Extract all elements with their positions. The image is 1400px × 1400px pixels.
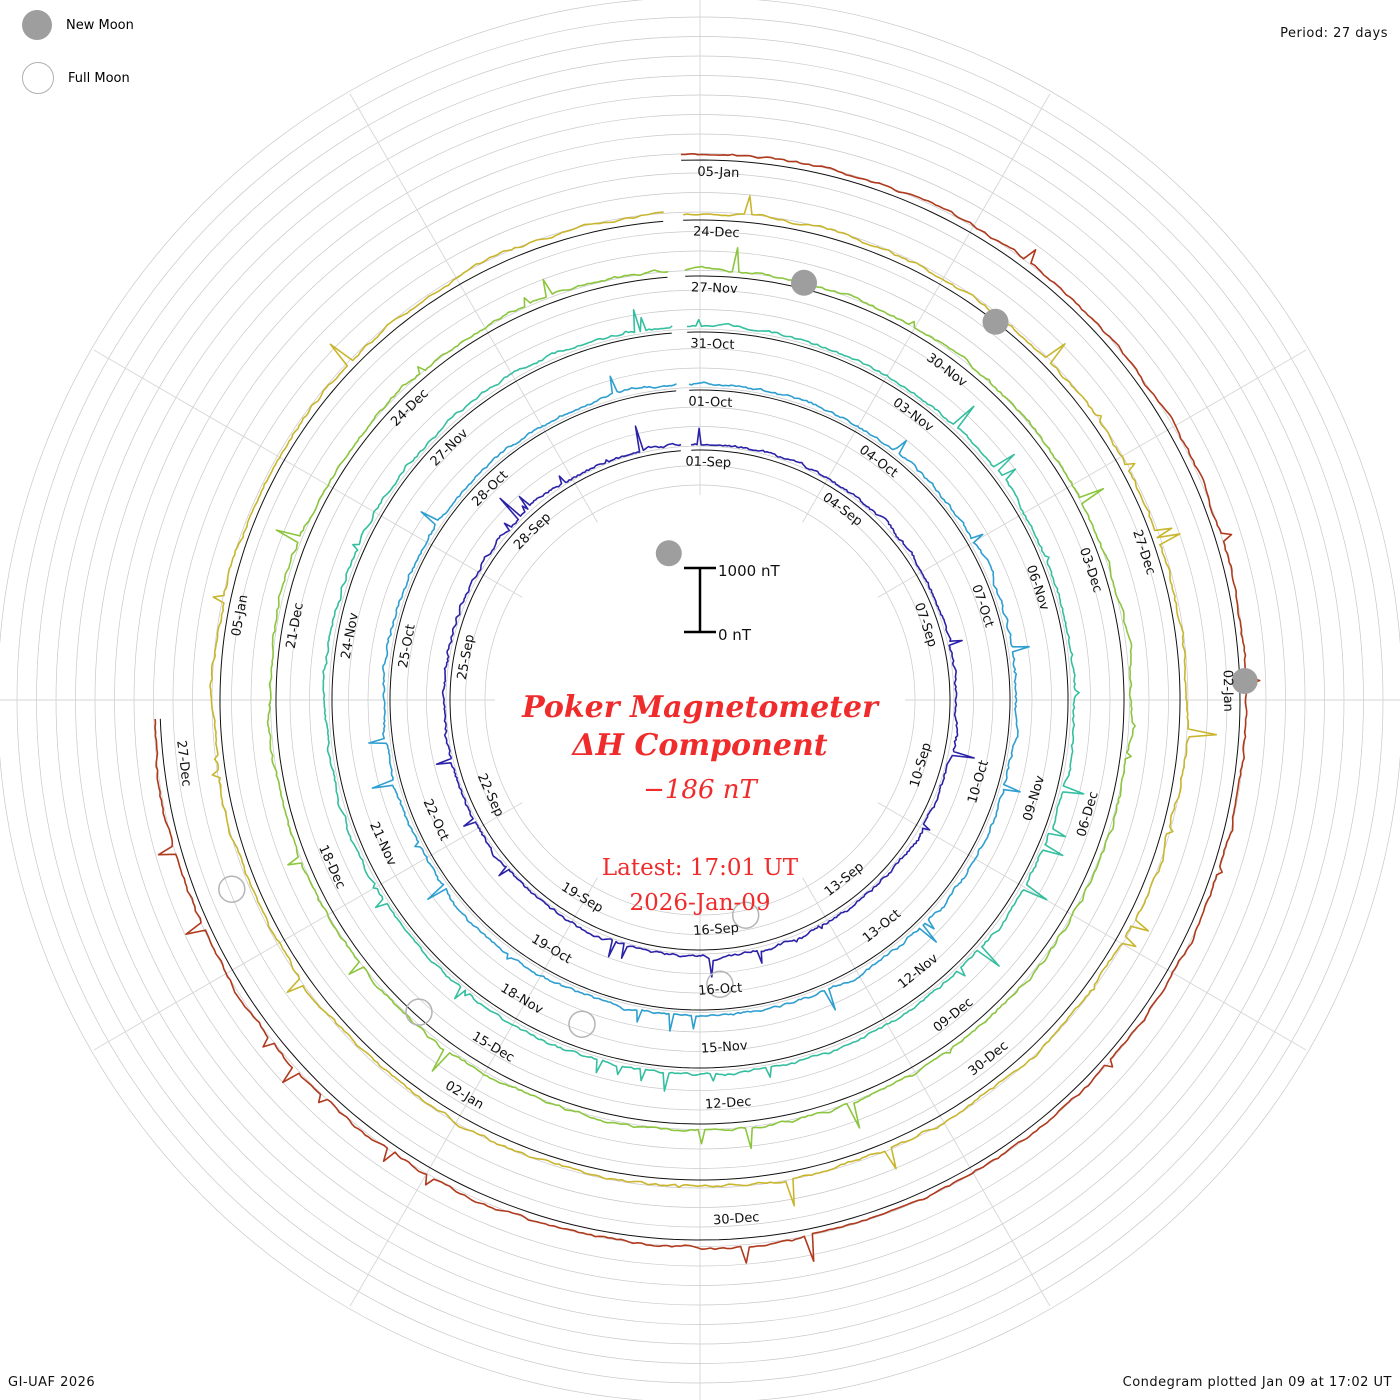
date-tick-label: 24-Dec — [692, 224, 740, 242]
date-tick-label: 02-Jan — [1219, 669, 1236, 712]
date-tick-label: 21-Dec — [283, 601, 307, 650]
date-tick-label: 19-Oct — [528, 931, 575, 968]
date-tick-label: 27-Dec — [173, 739, 194, 788]
date-tick-label: 28-Sep — [511, 510, 555, 553]
date-tick-label: 25-Sep — [454, 633, 478, 681]
legend-full-moon-label: Full Moon — [68, 70, 130, 86]
date-tick-label: 07-Oct — [968, 582, 997, 630]
date-tick-label: 18-Dec — [315, 842, 348, 892]
plot-title-line2: ΔH Component — [572, 728, 828, 763]
full-moon-icon — [406, 999, 432, 1025]
date-tick-label: 18-Nov — [497, 980, 546, 1018]
date-tick-label: 12-Dec — [704, 1094, 752, 1113]
date-tick-label: 13-Oct — [860, 906, 904, 947]
date-tick-label: 09-Dec — [930, 994, 977, 1036]
full-moon-icon — [569, 1011, 595, 1037]
date-tick-label: 01-Sep — [685, 454, 732, 471]
plot-title-line1: Poker Magnetometer — [522, 690, 878, 725]
scale-bar — [684, 568, 716, 632]
date-tick-label: 27-Dec — [1129, 528, 1159, 577]
date-tick-label: 30-Dec — [712, 1210, 760, 1229]
date-tick-label: 10-Oct — [965, 758, 993, 806]
date-tick-label: 07-Sep — [910, 600, 940, 650]
date-tick-label: 22-Oct — [419, 796, 452, 844]
date-tick-label: 15-Dec — [469, 1029, 517, 1066]
credit-right: Condegram plotted Jan 09 at 17:02 UT — [1122, 1375, 1392, 1390]
date-tick-label: 03-Nov — [889, 395, 937, 436]
date-tick-label: 25-Oct — [396, 623, 419, 670]
date-tick-label: 24-Nov — [338, 611, 362, 661]
date-tick-label: 19-Sep — [558, 879, 606, 917]
new-moon-icon — [656, 540, 682, 566]
date-tick-label: 13-Sep — [821, 859, 867, 900]
credit-left: GI-UAF 2026 — [8, 1375, 96, 1390]
date-tick-label: 02-Jan — [442, 1078, 487, 1113]
date-tick-label: 03-Dec — [1075, 545, 1105, 595]
date-tick-label: 05-Jan — [697, 164, 740, 182]
date-tick-label: 10-Sep — [907, 741, 935, 790]
new-moon-icon — [791, 270, 817, 296]
date-tick-label: 09-Nov — [1020, 773, 1049, 823]
latest-time: Latest: 17:01 UT — [601, 855, 799, 881]
date-tick-label: 30-Nov — [923, 350, 970, 391]
date-tick-label: 06-Dec — [1074, 789, 1102, 839]
date-tick-label: 05-Jan — [229, 593, 252, 638]
scale-top-label: 1000 nT — [718, 562, 780, 580]
date-tick-label: 04-Sep — [819, 490, 866, 530]
date-tick-label: 01-Oct — [688, 394, 733, 411]
date-tick-label: 15-Nov — [700, 1038, 749, 1057]
date-tick-label: 28-Oct — [469, 468, 512, 510]
date-tick-label: 16-Oct — [697, 980, 743, 999]
date-tick-label: 30-Dec — [965, 1038, 1012, 1080]
date-tick-label: 12-Nov — [895, 951, 942, 993]
current-value: −186 nT — [643, 775, 757, 805]
date-tick-label: 22-Sep — [473, 771, 507, 820]
period-label: Period: 27 days — [1280, 26, 1388, 41]
date-tick-label: 06-Nov — [1022, 563, 1052, 613]
date-tick-label: 31-Oct — [690, 336, 735, 353]
latest-date: 2026-Jan-09 — [629, 890, 771, 916]
date-tick-label: 04-Oct — [856, 442, 901, 482]
date-tick-label: 27-Nov — [690, 280, 738, 298]
new-moon-icon — [983, 309, 1009, 335]
date-tick-label: 21-Nov — [366, 819, 400, 869]
scale-bottom-label: 0 nT — [718, 626, 751, 644]
legend-new-moon-label: New Moon — [66, 17, 134, 33]
date-tick-label: 16-Sep — [692, 920, 740, 940]
date-tick-label: 24-Dec — [388, 386, 432, 430]
date-tick-label: 27-Nov — [427, 426, 472, 470]
